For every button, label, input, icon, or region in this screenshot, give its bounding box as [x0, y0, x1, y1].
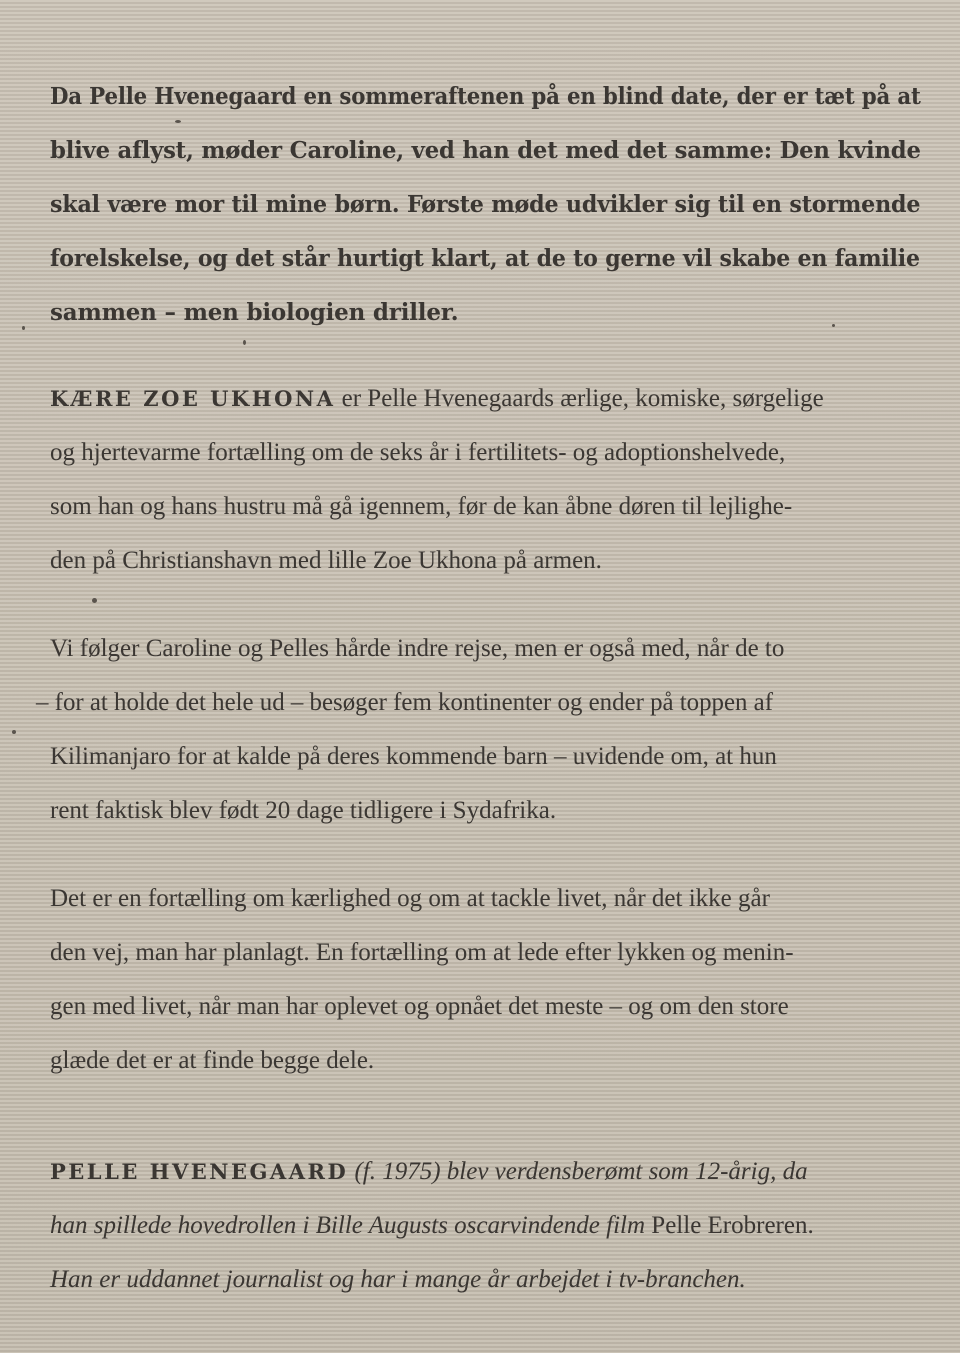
paper-speck: [22, 326, 25, 330]
summary-paragraph: [50, 872, 910, 1088]
journey-paragraph: [36, 622, 910, 838]
author-name: PELLE HVENEGAARD: [50, 1159, 349, 1184]
intro-line: skal være mor til mine børn. Første møde udvikler sig til en stormende: [50, 191, 921, 218]
title-paragraph-line: som han og hans hustru må gå igennem, før de kan åbne døren til lejlighe-: [50, 493, 793, 520]
title-paragraph-line: [50, 372, 910, 426]
title-paragraph: [50, 372, 910, 588]
journey-line: Vi følger Caroline og Pelles hårde indre rejse, men er også med, når de to: [50, 635, 785, 662]
intro-line: Da Pelle Hvenegaard en sommeraftenen på en blind date, der er tæt på at: [50, 83, 921, 110]
author-bio-line: Han er uddannet journalist og har i mange år arbejdet i tv-branchen.: [50, 1266, 746, 1293]
intro-paragraph: [50, 70, 921, 340]
summary-line: den vej, man har planlagt. En fortælling om at lede efter lykken og menin-: [50, 939, 794, 966]
intro-line: forelskelse, og det står hurtigt klart, at de to gerne vil skabe en familie: [50, 245, 920, 272]
journey-line: rent faktisk blev født 20 dage tidligere i Sydafrika.: [50, 797, 557, 824]
summary-line: gen med livet, når man har oplevet og opnået det meste – og om den store: [50, 993, 789, 1020]
summary-line: glæde det er at finde begge dele.: [50, 1047, 375, 1074]
paper-speck: [12, 730, 16, 734]
title-paragraph-text: er Pelle Hvenegaards ærlige, komiske, sørgelige: [335, 385, 824, 412]
paper-speck: [175, 120, 181, 123]
author-bio-line: [50, 1145, 910, 1199]
film-title: Pelle Erobreren.: [645, 1212, 814, 1239]
author-bio-line: [50, 1199, 910, 1253]
intro-line: sammen – men biologien driller.: [50, 299, 459, 326]
author-bio-text: (f. 1975) blev verdensberømt som 12-årig, da: [348, 1158, 808, 1185]
journey-line: Kilimanjaro for at kalde på deres kommende barn – uvidende om, at hun: [50, 743, 777, 770]
title-paragraph-line: og hjertevarme fortælling om de seks år i fertilitets- og adoptionshelvede,: [50, 439, 786, 466]
book-title: KÆRE ZOE UKHONA: [50, 386, 336, 411]
journey-line: – for at holde det hele ud – besøger fem kontinenter og ender på toppen af: [36, 689, 774, 716]
paper-speck: [832, 324, 835, 327]
paper-speck: [92, 598, 97, 603]
intro-line: blive aflyst, møder Caroline, ved han det med det samme: Den kvinde: [50, 137, 921, 164]
title-paragraph-line: den på Christianshavn med lille Zoe Ukhona på armen.: [50, 547, 602, 574]
author-bio-text: han spillede hovedrollen i Bille Augusts oscarvindende film: [50, 1212, 646, 1239]
author-bio: [50, 1145, 910, 1307]
paper-speck: [243, 340, 246, 345]
summary-line: Det er en fortælling om kærlighed og om at tackle livet, når det ikke går: [50, 885, 770, 912]
